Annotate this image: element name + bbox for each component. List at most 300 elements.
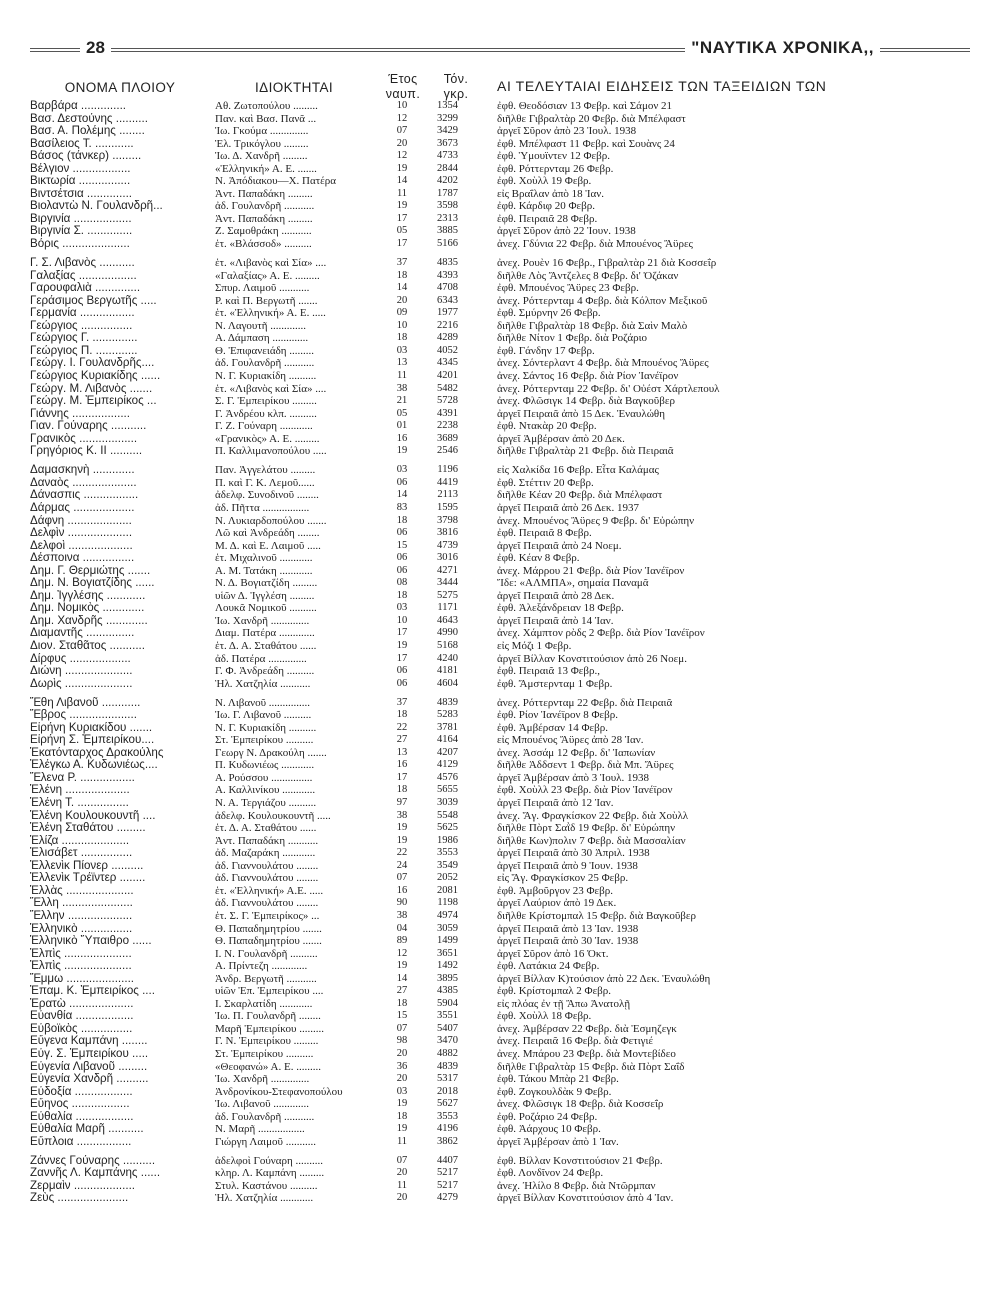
cell-news: ἀργεῖ Βίλλαν Κ)τούσιον ἀπὸ 22 Δεκ. Ἐναυλώθη — [497, 972, 711, 985]
cell-news: ἐφθ. Ρίον Ἰανέϊρον 8 Φεβρ. — [497, 709, 618, 722]
cell-name: Εὐγενία Χανδρῆ .......... — [30, 1073, 149, 1086]
table-row — [0, 810, 1000, 823]
cell-owner: Μ. Δ. καὶ Ε. Λαιμοῦ ..... — [215, 539, 321, 552]
table-row — [0, 998, 1000, 1011]
cell-name: Δάνασπις ................. — [30, 489, 139, 502]
cell-year: 18 — [396, 709, 408, 721]
cell-owner: Διαμ. Πατέρα ............. — [215, 627, 315, 640]
table-row — [0, 1010, 1000, 1023]
cell-year: 06 — [396, 564, 408, 576]
cell-news: ἀνεχ. Ἠλίλο 8 Φεβρ. διὰ Ντῶρμπαν — [497, 1179, 656, 1192]
cell-year: 83 — [396, 501, 408, 513]
cell-news: ἀνεχ. Γδύνια 22 Φεβρ. διὰ Μπουένος Ἄϋρες — [497, 238, 693, 251]
cell-year: 22 — [396, 847, 408, 859]
table-row — [0, 602, 1000, 615]
cell-name: Δελφοὶ .................... — [30, 539, 133, 552]
cell-year: 15 — [396, 539, 408, 551]
cell-year: 90 — [396, 897, 408, 909]
cell-news: ἀνεχ. Σάντος 16 Φεβρ. διὰ Ρίον Ἰανέϊρον — [497, 369, 679, 382]
table-row — [0, 270, 1000, 283]
cell-owner: Στ. Ἐμπειρίκου .......... — [215, 734, 314, 747]
cell-name: Ζαννῆς Λ. Καμπάνης ...... — [30, 1167, 161, 1180]
cell-ton: 4201 — [437, 369, 458, 381]
cell-name: Βιργινία .................. — [30, 212, 132, 225]
cell-name: Δημ. Γ. Θερμιώτης ....... — [30, 564, 151, 577]
cell-year: 16 — [396, 759, 408, 771]
cell-ton: 4974 — [437, 909, 458, 921]
cell-news: ἐφθ. Θεοδόσιαν 13 Φεβρ. καὶ Σάμον 21 — [497, 100, 673, 112]
table-row — [0, 1192, 1000, 1205]
table-row — [0, 1111, 1000, 1124]
cell-year: 20 — [396, 1047, 408, 1059]
cell-name: Δημ. Χανδρῆς ............. — [30, 614, 148, 627]
cell-year: 20 — [396, 1167, 408, 1179]
cell-name: Ζεὺς ...................... — [30, 1192, 129, 1205]
cell-year: 17 — [396, 627, 408, 639]
table-row — [0, 138, 1000, 151]
cell-owner: Ἰω. Λιβανοῦ ............. — [215, 1098, 310, 1111]
cell-ton: 4207 — [437, 746, 458, 758]
cell-name: Εὐανθία .................. — [30, 1010, 134, 1023]
cell-ton: 3673 — [437, 137, 458, 149]
cell-news: ἀργεῖ Πειραιᾶ ἀπὸ 12 Ἰαν. — [497, 797, 614, 810]
cell-owner: Σπυρ. Λαιμοῦ ........... — [215, 282, 310, 295]
cell-name: Βιντσέτσια .............. — [30, 187, 133, 200]
cell-news: διῆλθε Γιβραλτὰρ 18 Φεβρ. διὰ Σαὶν Μαλὸ — [497, 319, 688, 332]
cell-owner: Γ. Φ. Ἀνδρεάδη .......... — [215, 665, 315, 678]
cell-name: Ἐρατὼ .................... — [30, 997, 134, 1010]
cell-owner: ἑτ. Δ. Α. Σταθάτου ...... — [215, 639, 317, 652]
cell-ton: 3689 — [437, 432, 458, 444]
table-row — [0, 307, 1000, 320]
cell-name: Ἔλενα Ρ. ................. — [30, 771, 135, 784]
cell-owner: Ἰω. Δ. Χανδρῆ ......... — [215, 150, 308, 163]
cell-news: ἀργεῖ Πειραιᾶ ἀπὸ 28 Δεκ. — [497, 589, 615, 602]
cell-news: διῆλθε Κέαν 20 Φεβρ. διὰ Μπέλφαστ — [497, 489, 663, 502]
cell-owner: Ν. Λυκιαρδοπούλου ....... — [215, 514, 327, 527]
cell-ton: 5627 — [437, 1098, 458, 1110]
cell-ton: 5904 — [437, 997, 458, 1009]
cell-owner: ἀδ. Γιαννουλάτου ........ — [215, 859, 319, 872]
cell-name: Βάσος (τάνκερ) ......... — [30, 150, 142, 163]
cell-ton: 1977 — [437, 307, 458, 319]
cell-news: ἐφθ. Ροζάριο 24 Φεβρ. — [497, 1110, 598, 1123]
table-row — [0, 295, 1000, 308]
cell-name: Γεράσιμος Βεργωτῆς ..... — [30, 294, 157, 307]
cell-owner: Π. καὶ Γ. Κ. Λεμοῦ...... — [215, 476, 315, 489]
table-row — [0, 320, 1000, 333]
cell-name: Δημ. Νομικὸς ............. — [30, 602, 145, 615]
table-row — [0, 395, 1000, 408]
letter-group — [0, 464, 1000, 690]
cell-owner: Στυλ. Καστάνου .......... — [215, 1179, 318, 1192]
cell-ton: 4708 — [437, 282, 458, 294]
cell-year: 38 — [396, 809, 408, 821]
cell-year: 06 — [396, 665, 408, 677]
cell-news: ἐφθ. Ἀάρχους 10 Φεβρ. — [497, 1123, 601, 1136]
table-row — [0, 464, 1000, 477]
cell-ton: 1787 — [437, 187, 458, 199]
table-row — [0, 747, 1000, 760]
cell-owner: ἑτ. «Λιβανὸς καὶ Σία» .... — [215, 382, 327, 395]
cell-year: 07 — [396, 1154, 408, 1166]
cell-owner: Ν. Λιβανοῦ ............... — [215, 696, 311, 709]
cell-ton: 1986 — [437, 834, 458, 846]
cell-owner: Μαρῆ Ἐμπειρίκου ......... — [215, 1022, 324, 1035]
cell-name: Ἑλίζα ..................... — [30, 834, 130, 847]
column-header-owners: ΙΔΙΟΚΤΗΤΑΙ — [255, 80, 334, 95]
cell-year: 08 — [396, 577, 408, 589]
cell-owner: ἀδ. Γουλανδρῆ ........... — [215, 200, 315, 213]
table-row — [0, 948, 1000, 961]
cell-ton: 6343 — [437, 294, 458, 306]
cell-name: Γεώργιος Π. ............. — [30, 344, 138, 357]
cell-year: 19 — [396, 960, 408, 972]
cell-owner: Αθ. Ζωτοπούλου ......... — [215, 100, 318, 112]
table-row — [0, 540, 1000, 553]
table-row — [0, 678, 1000, 691]
cell-owner: ἑτ. «Ἑλληνική» Α.Ε. ..... — [215, 884, 324, 897]
cell-news: ἀνεχ. Ρόττερνταμ 22 Φεβρ. διὰ Πειραιᾶ — [497, 696, 673, 709]
cell-owner: Ἰω. Χανδρῆ .............. — [215, 1073, 310, 1086]
cell-name: Γιαν. Γούναρης ........... — [30, 420, 147, 433]
cell-ton: 4733 — [437, 150, 458, 162]
cell-ton: 4196 — [437, 1123, 458, 1135]
cell-news: ἐφθ. Ἀμβέρσαν 14 Φεβρ. — [497, 721, 608, 734]
cell-ton: 4393 — [437, 269, 458, 281]
cell-name: Ἐλλενὶκ Τρέϊντερ ........ — [30, 872, 146, 885]
cell-year: 20 — [396, 137, 408, 149]
cell-news: ἀνεχ. Μπάρου 23 Φεβρ. διὰ Μοντεβίδεο — [497, 1047, 676, 1060]
cell-owner: Ν. Λαγουτῆ ............. — [215, 319, 307, 332]
cell-news: ἀνεχ. Ἅγ. Φραγκίσκον 22 Φεβρ. διὰ Χοὺλλ — [497, 809, 689, 822]
cell-name: Ἔθη Λιβανοῦ ............ — [30, 696, 141, 709]
table-row — [0, 100, 1000, 113]
cell-ton: 5482 — [437, 382, 458, 394]
table-row — [0, 552, 1000, 565]
cell-news: ἐφθ. Κάρδιφ 20 Φεβρ. — [497, 200, 596, 213]
table-row — [0, 722, 1000, 735]
cell-ton: 5548 — [437, 809, 458, 821]
cell-owner: ἑτ. Μιχαλινοῦ ............ — [215, 552, 313, 565]
table-row — [0, 370, 1000, 383]
cell-ton: 4419 — [437, 476, 458, 488]
cell-news: ἐφθ. Βίλλαν Κονστιτούσιον 21 Φεβρ. — [497, 1154, 663, 1167]
cell-name: Βασ. Δεστούνης .......... — [30, 112, 148, 125]
cell-name: Γεώργιος Κυριακίδης ...... — [30, 369, 161, 382]
cell-owner: Ἰω. Χανδρῆ .............. — [215, 614, 310, 627]
cell-year: 06 — [396, 476, 408, 488]
cell-name: Ἑκατόνταρχος Δρακούλης — [30, 746, 164, 759]
cell-name: Ἐλπὶς ..................... — [30, 960, 132, 973]
cell-news: εἰς Μόζι 1 Φεβρ. — [497, 639, 572, 652]
cell-name: Γερμανία ................. — [30, 307, 135, 320]
cell-news: ἀργεῖ Πειραιᾶ ἀπὸ 24 Νοεμ. — [497, 539, 622, 552]
cell-news: ἀργεῖ Πειραιᾶ ἀπὸ 30 Ἰαν. 1938 — [497, 935, 639, 948]
cell-year: 06 — [396, 677, 408, 689]
cell-news: ἐφθ. Πειραιᾶ 13 Φεβρ., — [497, 665, 600, 678]
cell-name: Ἐλισάβετ ................ — [30, 847, 133, 860]
cell-owner: ἀδ. Γουλανδρῆ ........... — [215, 1110, 315, 1123]
cell-news: ἀργεῖ Πειραιᾶ ἀπὸ 9 Ἰουν. 1938 — [497, 859, 638, 872]
cell-year: 16 — [396, 884, 408, 896]
cell-year: 38 — [396, 382, 408, 394]
cell-owner: Π. Καλλιμανοπούλου ..... — [215, 445, 327, 458]
cell-year: 16 — [396, 432, 408, 444]
cell-name: Βιολαντὼ Ν. Γουλανδρῆ... — [30, 200, 163, 213]
cell-news: ἐφθ. Πειραιᾶ 28 Φεβρ. — [497, 212, 598, 225]
cell-owner: Α. Πρίντεζη ............. — [215, 960, 308, 973]
cell-news: ἐφθ. Κρίστομπαλ 2 Φεβρ. — [497, 985, 612, 998]
cell-year: 10 — [396, 100, 408, 111]
cell-name: Εὔπλοια ................. — [30, 1135, 132, 1148]
table-row — [0, 835, 1000, 848]
cell-year: 05 — [396, 225, 408, 237]
cell-news: ἐφθ. Μπουένος Ἄϋρες 23 Φεβρ. — [497, 282, 639, 295]
cell-year: 06 — [396, 527, 408, 539]
cell-ton: 3429 — [437, 125, 458, 137]
cell-news: ἀργεῖ Πειραιᾶ ἀπὸ 26 Δεκ. 1937 — [497, 501, 639, 514]
cell-owner: ἀδ. Μαζαράκη ............ — [215, 847, 316, 860]
cell-ton: 3039 — [437, 797, 458, 809]
cell-name: Διον. Σταθᾶτος ........... — [30, 639, 145, 652]
cell-owner: Στ. Ἐμπειρίκου .......... — [215, 1047, 314, 1060]
ship-table — [0, 100, 1000, 1212]
cell-year: 07 — [396, 872, 408, 884]
table-row — [0, 200, 1000, 213]
cell-year: 19 — [396, 639, 408, 651]
table-row — [0, 847, 1000, 860]
cell-news: ἀργεῖ Ἀμβέρσαν ἀπὸ 1 Ἰαν. — [497, 1135, 619, 1148]
cell-news: ἀργεῖ Πειραιᾶ ἀπὸ 30 Ἀπριλ. 1938 — [497, 847, 650, 860]
table-row — [0, 697, 1000, 710]
cell-year: 07 — [396, 1022, 408, 1034]
cell-ton: 2844 — [437, 162, 458, 174]
cell-news: ἀνεχ. Σόντερλαντ 4 Φεβρ. διὰ Μπουένος Ἄϋρες — [497, 357, 709, 370]
column-header-latest-news: ΑΙ ΤΕΛΕΥΤΑΙΑΙ ΕΙΔΗΣΕΙΣ ΤΩΝ ΤΑΞΕΙΔΙΩΝ ΤΩΝ — [497, 78, 827, 94]
table-row — [0, 433, 1000, 446]
cell-news: ἀνεχ. Μάρρου 21 Φεβρ. διὰ Ρίον Ἰανέϊρον — [497, 564, 685, 577]
table-row — [0, 985, 1000, 998]
cell-year: 06 — [396, 552, 408, 564]
cell-ton: 3816 — [437, 527, 458, 539]
cell-ton: 3299 — [437, 112, 458, 124]
cell-ton: 4271 — [437, 564, 458, 576]
cell-news: ἀνεχ. Πειραιᾶ 16 Φεβρ. διὰ Φετιγιέ — [497, 1035, 654, 1048]
page-header — [30, 38, 970, 60]
cell-news: ἀργεῖ Ἀμβέρσαν ἀπὸ 3 Ἰουλ. 1938 — [497, 771, 649, 784]
table-row — [0, 960, 1000, 973]
table-row — [0, 1167, 1000, 1180]
cell-ton: 1492 — [437, 960, 458, 972]
cell-ton: 4181 — [437, 665, 458, 677]
table-row — [0, 627, 1000, 640]
cell-ton: 4279 — [437, 1192, 458, 1204]
cell-owner: Ν. Γ. Κυριακίδη .......... — [215, 369, 317, 382]
cell-year: 17 — [396, 652, 408, 664]
cell-year: 07 — [396, 125, 408, 137]
letter-group — [0, 257, 1000, 458]
cell-name: Ἔβρος ..................... — [30, 709, 137, 722]
cell-owner: Ν. Γ. Κυριακίδη .......... — [215, 721, 317, 734]
cell-ton: 1595 — [437, 501, 458, 513]
cell-news: εἰς Ἅγ. Φραγκίσκον 25 Φεβρ. — [497, 872, 629, 885]
cell-ton: 4604 — [437, 677, 458, 689]
cell-year: 01 — [396, 420, 408, 432]
cell-owner: Ν. Ἀπόδιακου—Χ. Πατέρα — [215, 175, 337, 188]
cell-name: Ἑλένη Σταθάτου ......... — [30, 822, 146, 835]
cell-owner: ἑτ. «Λιβανὸς καὶ Σία» .... — [215, 257, 327, 270]
cell-owner: Γ. Ἀνδρέου κλπ. .......... — [215, 407, 317, 420]
table-row — [0, 1035, 1000, 1048]
table-row — [0, 1136, 1000, 1149]
cell-year: 11 — [396, 1135, 408, 1147]
table-row — [0, 860, 1000, 873]
cell-year: 36 — [396, 1060, 408, 1072]
cell-ton: 4839 — [437, 696, 458, 708]
cell-news: διῆλθε Γιβραλτὰρ 21 Φεβρ. διὰ Πειραιᾶ — [497, 445, 674, 458]
letter-group — [0, 697, 1000, 1149]
cell-name: Ζάννες Γούναρης .......... — [30, 1154, 156, 1167]
table-row — [0, 665, 1000, 678]
cell-year: 15 — [396, 1010, 408, 1022]
cell-year: 18 — [396, 1110, 408, 1122]
cell-name: Εὔγενα Καμπάνη ........ — [30, 1035, 148, 1048]
cell-name: Γρανικὸς .................. — [30, 432, 138, 445]
cell-news: ἀνεχ. Ἀσσάμ 12 Φεβρ. δι' Ἰαπωνίαν — [497, 746, 656, 759]
cell-news: διῆλθε Νίτον 1 Φεβρ. διὰ Ροζάριο — [497, 332, 648, 345]
cell-news: ἐφθ. Λονδῖνον 24 Φεβρ. — [497, 1167, 604, 1180]
cell-year: 19 — [396, 822, 408, 834]
table-row — [0, 238, 1000, 251]
cell-year: 04 — [396, 922, 408, 934]
cell-year: 17 — [396, 771, 408, 783]
cell-owner: ἑτ. «Βλάσσοδ» .......... — [215, 238, 312, 251]
cell-owner: κληρ. Λ. Καμπάνη ......... — [215, 1167, 325, 1180]
table-row — [0, 1061, 1000, 1074]
cell-owner: ἀδ. Γιαννουλάτου ........ — [215, 872, 319, 885]
cell-news: διῆλθε Γιβραλτὰρ 20 Φεβρ. διὰ Μπέλφαστ — [497, 112, 686, 125]
letter-group — [0, 100, 1000, 251]
cell-owner: ἑτ. Δ. Α. Σταθάτου ...... — [215, 822, 317, 835]
cell-year: 17 — [396, 212, 408, 224]
cell-news: ἐφθ. Χοὺλλ 19 Φεβρ. — [497, 175, 592, 188]
cell-news: διῆλθε Ἀδδσεντ 1 Φεβρ. διὰ Μπ. Ἄϋρες — [497, 759, 674, 772]
cell-name: Δάφνη .................... — [30, 514, 132, 527]
cell-news: ἐφθ. Ἀμβοῦργον 23 Φεβρ. — [497, 884, 613, 897]
cell-year: 19 — [396, 162, 408, 174]
cell-owner: Γ. Ν. Ἐμπειρίκου ......... — [215, 1035, 319, 1048]
cell-news: ἀνεχ. Ρόττερνταμ 4 Φεβρ. διὰ Κόλπον Μεξικοῦ — [497, 294, 708, 307]
cell-name: Γρηγόριος Κ. ΙΙ .......... — [30, 445, 143, 458]
table-row — [0, 213, 1000, 226]
cell-ton: 2216 — [437, 319, 458, 331]
cell-owner: ἀδ. Πῆττα ................. — [215, 501, 310, 514]
cell-news: ἀργεῖ Πειραιᾶ ἀπὸ 15 Δεκ. Ἐναυλώθη — [497, 407, 665, 420]
cell-owner: Α. Ρούσσου ............... — [215, 771, 313, 784]
table-row — [0, 1023, 1000, 1036]
cell-year: 18 — [396, 784, 408, 796]
cell-ton: 3470 — [437, 1035, 458, 1047]
cell-news: ἐφθ. Χοὺλλ 18 Φεβρ. — [497, 1010, 592, 1023]
cell-name: Δημ. Ν. Βογιατζίδης ...... — [30, 577, 155, 590]
cell-name: Ἐλλενὶκ Πίονερ .......... — [30, 859, 144, 872]
table-row — [0, 489, 1000, 502]
cell-ton: 5283 — [437, 709, 458, 721]
cell-news: ἀργεῖ Λαύριον ἀπὸ 19 Δεκ. — [497, 897, 617, 910]
cell-owner: Α. Μ. Τατάκη ............ — [215, 564, 313, 577]
cell-news: ἀργεῖ Ἀμβέρσαν ἀπὸ 20 Δεκ. — [497, 432, 625, 445]
cell-name: Ἕλλη ...................... — [30, 897, 133, 910]
table-row — [0, 797, 1000, 810]
cell-owner: Σ. Γ. Ἐμπειρίκου ......... — [215, 395, 317, 408]
cell-ton: 4739 — [437, 539, 458, 551]
cell-name: Εἰρήνη Σ. Ἐμπειρίκου.... — [30, 734, 155, 747]
cell-year: 19 — [396, 1123, 408, 1135]
cell-ton: 4240 — [437, 652, 458, 664]
cell-year: 97 — [396, 797, 408, 809]
table-row — [0, 332, 1000, 345]
cell-year: 27 — [396, 985, 408, 997]
cell-owner: Ἰω. Γκούμα .............. — [215, 125, 309, 138]
cell-year: 20 — [396, 1073, 408, 1085]
cell-year: 19 — [396, 1098, 408, 1110]
table-row — [0, 565, 1000, 578]
cell-owner: Ι. Σκαρλατίδη ............ — [215, 997, 313, 1010]
cell-year: 19 — [396, 200, 408, 212]
table-row — [0, 759, 1000, 772]
cell-news: ἐφθ. Λατάκια 24 Φεβρ. — [497, 960, 600, 973]
cell-news: εἰς πλόας ἐν τῇ Ἄπω Ἀνατολῇ — [497, 997, 631, 1010]
cell-name: Γαλαξίας .................. — [30, 269, 137, 282]
cell-news: διῆλθε Κων)πολιν 7 Φεβρ. διὰ Μασσαλίαν — [497, 834, 686, 847]
cell-news: Ἴδε: «ΑΛΜΠΑ», σημαία Παναμᾶ — [497, 577, 649, 590]
column-header-tonnage: Τόν. γκρ. — [443, 72, 469, 101]
table-row — [0, 515, 1000, 528]
cell-news: ἐφθ. Ὑμουϊντεν 12 Φεβρ. — [497, 150, 610, 163]
cell-year: 10 — [396, 614, 408, 626]
table-row — [0, 125, 1000, 138]
cell-news: διῆλθε Πὸρτ Σαῒδ 19 Φεβρ. δι' Εὐρώπην — [497, 822, 676, 835]
table-row — [0, 935, 1000, 948]
cell-ton: 4882 — [437, 1047, 458, 1059]
cell-ton: 4839 — [437, 1060, 458, 1072]
cell-owner: Ν. Δ. Βογιατζίδη ......... — [215, 577, 318, 590]
cell-ton: 5625 — [437, 822, 458, 834]
cell-ton: 2313 — [437, 212, 458, 224]
table-row — [0, 175, 1000, 188]
cell-year: 18 — [396, 589, 408, 601]
table-row — [0, 709, 1000, 722]
cell-year: 09 — [396, 307, 408, 319]
cell-owner: Ἡλ. Χατζηλία ........... — [215, 677, 311, 690]
cell-owner: Ν. Α. Τεργιάζου .......... — [215, 797, 317, 810]
cell-owner: Λουκᾶ Νομικοῦ .......... — [215, 602, 317, 615]
cell-news: ἐφθ. Πειραιᾶ 8 Φεβρ. — [497, 527, 592, 540]
cell-name: Γεώργ. Μ. Ἐμπειρίκος ... — [30, 395, 157, 408]
table-row — [0, 1180, 1000, 1193]
cell-owner: Α. Καλλινίκου ............ — [215, 784, 316, 797]
cell-year: 21 — [396, 395, 408, 407]
cell-year: 03 — [396, 344, 408, 356]
cell-name: Βόρις ..................... — [30, 238, 130, 251]
cell-news: ἐφθ. Σμύρνην 26 Φεβρ. — [497, 307, 601, 320]
cell-name: Δημ. Ἰγγλέσης ............ — [30, 589, 146, 602]
table-row — [0, 577, 1000, 590]
cell-owner: Θ. Ἐπιφανειάδη ......... — [215, 344, 315, 357]
cell-name: Ἐλέγκω Α. Κυδωνιέως.... — [30, 759, 158, 772]
cell-news: ἀργεῖ Βίλλαν Κονστιτούσιον ἀπὸ 26 Νοεμ. — [497, 652, 687, 665]
